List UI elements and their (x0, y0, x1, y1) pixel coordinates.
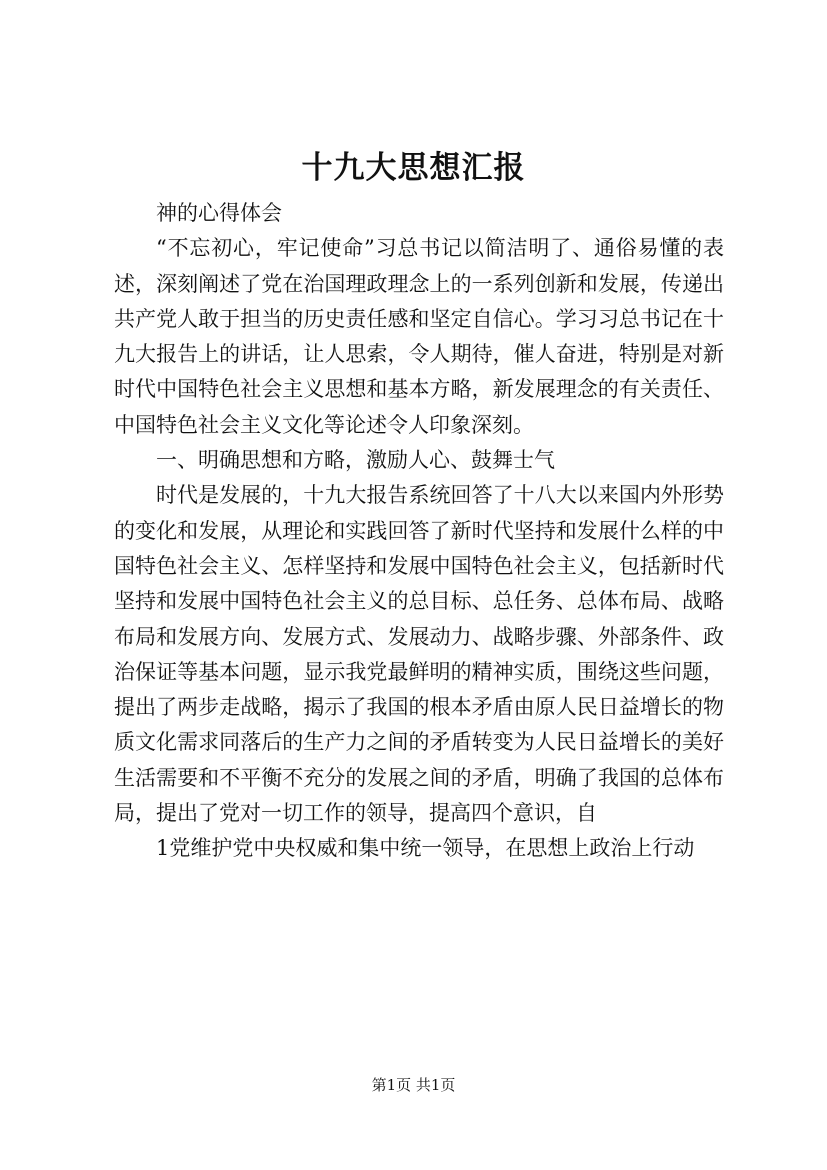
paragraph-2: 时代是发展的，十九大报告系统回答了十八大以来国内外形势的变化和发展，从理论和实践回答了新时代坚持和发展什么样的中国特色社会主义、怎样坚持和发展中国特色社会主义，包括新时代坚持和发展中国特色社会主义的总目标、总任务、总体布局、战略布局和发展方向、发展方式、发展动力、战略步骤、外部条件、政治保证等基本问题，显示我党最鲜明的精神实质，围绕这些问题，提出了两步走战略，揭示了我国的根本矛盾由原人民日益增长的物质文化需求同落后的生产力之间的矛盾转变为人民日益增长的美好生活需要和不平衡不充分的发展之间的矛盾，明确了我国的总体布局，提出了党对一切工作的领导，提高四个意识，自 (114, 483, 724, 826)
section-heading-1: 一、明确思想和方略，激励人心、鼓舞士气 (156, 448, 555, 473)
paragraph-1: “不忘初心，牢记使命”习总书记以简洁明了、通俗易懂的表述，深刻阐述了党在治国理政理念上的一系列创新和发展，传递出共产党人敢于担当的历史责任感和坚定自信心。学习习总书记在十九大报告上的讲话，让人思索，令人期待，催人奋进，特别是对新时代中国特色社会主义思想和基本方略，新发展理念的有关责任、中国特色社会主义文化等论述令人印象深刻。 (114, 236, 724, 437)
page-footer: 第1页 共1页 (371, 1076, 456, 1094)
paragraph-3: 1党维护党中央权威和集中统一领导，在思想上政治上行动 (156, 836, 695, 861)
document-title: 十九大思想汇报 (301, 150, 526, 186)
document-body (114, 196, 724, 867)
paragraph-intro-heading: 神的心得体会 (156, 201, 282, 225)
